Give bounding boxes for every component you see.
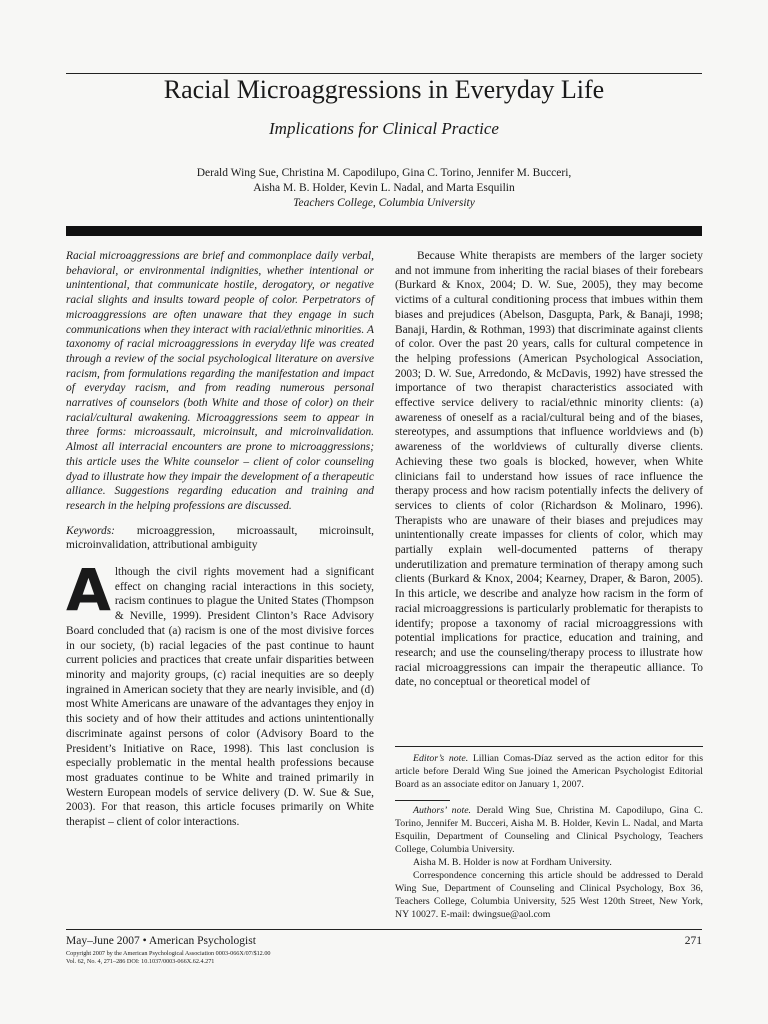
abstract: Racial microaggressions are brief and commonplace daily verbal, behavioral, or environmental indignities, whether intentional or unintentional, that communicate hostile, derogatory, or negative racial slights and insults toward people of color. Perpetrators of microaggressions are often unaware that they engage in such communications when they interact with racial/ethnic minorities. A taxonomy of racial microaggressions in everyday life was created through a review of the social psychological literature on aversive racism, from formulations regarding the manifestation and impact of everyday racism, and from reading numerous personal narratives of counselors (both White and those of color) on their racial/cultural awakening. Microaggressions seem to appear in three forms: microassault, microinsult, and microinvalidation. Almost all interracial encounters are prone to microaggressions; this article uses the White counselor – client of color counseling dyad to illustrate how they impair the development of a therapeutic alliance. Suggestions regarding education and training and research in the helping professions are discussed. <box>66 250 374 512</box>
intro-paragraph <box>66 556 374 830</box>
editor-note-label: Editor’s note. <box>413 753 469 764</box>
holder-note: Aisha M. B. Holder is now at Fordham University. <box>413 857 612 868</box>
notes-divider-2 <box>395 800 450 801</box>
journal-footer: May–June 2007 • American Psychologist <box>66 935 256 947</box>
affiliation: Teachers College, Columbia University <box>293 197 475 209</box>
keywords-label: Keywords: <box>66 524 115 537</box>
body-paragraph: Because White therapists are members of the larger society and not immune from inheriting the racial biases of their forebears (Burkard & Knox, 2004; D. W. Sue, 2005), they may become victims of a cultural conditioning process that imbues within them biases and prejudices (Abelson, Dasgupta, Park, & Banaji, 1998; Banaji, Hardin, & Rothman, 1993) that discriminate against clients of color. Over the past 20 years, calls for cultural competence in the helping professions (American Psychological Association, 2003; D. W. Sue, Arredondo, & McDavis, 1992) have stressed the importance of two therapist characteristics associated with effective service delivery to racial/ethnic minority clients: (a) awareness of oneself as a racial/cultural being and of the biases, stereotypes, and assumptions that influence worldviews and (b) awareness of the worldviews of culturally diverse clients. Achieving these two goals is blocked, however, when White clinicians fail to understand how issues of race influence the therapy process and how racism potentially infects the delivery of services to clients of color (Richardson & Molinaro, 1996). Therapists who are unaware of their biases and prejudices may unintentionally create impasses for clients of color, which may partially explain well-documented patterns of therapy underutilization and premature termination of therapy among such clients (Burkard & Knox, 2004; Kearney, Draper, & Baron, 2005). In this article, we describe and analyze how racism in the form of racial microaggressions is particularly problematic for therapists to identify; propose a taxonomy of racial microaggressions with potential implications for practice, education and training, and research; and use the counseling/therapy process to illustrate how racial microaggressions can impair the therapeutic alliance. To date, no conceptual or theoretical model of <box>395 250 703 689</box>
editor-note <box>395 752 703 791</box>
authors-note-text: Derald Wing Sue, Christina M. Capodilupo, Gina C. Torino, Jennifer M. Bucceri, Aisha M. B. Holder, Kevin L. Nadal, and Marta Esquilin, Department of Counseling and Clinical Psychology, Teachers College, Columbia University. <box>395 805 704 855</box>
intro-text: lthough the civil rights movement had a significant effect on changing racial interactions in this society, racism continues to plague the United States (Thompson & Neville, 1999). President Clinton’s Race Advisory Board concluded that (a) racism is one of the most divisive forces in our society, (b) racial legacies of the past continue to haunt current policies and practices that create unfair disparities between minority and majority groups, (c) racial inequities are so deeply ingrained in American society that they are nearly invisible, and (d) most White Americans are unaware of the advantages they enjoy in this society and of how their attitudes and actions unintentionally discriminate against persons of color (Advisory Board to the President’s Initiative on Race, 1998). This last conclusion is especially problematic in the mental health professions because most graduates continue to be White and trained primarily in Western European models of service delivery (D. W. Sue & Sue, 2003). For that reason, this article focuses primarily on White therapist – client of color interactions. <box>66 566 374 829</box>
article-subtitle: Implications for Clinical Practice <box>269 119 499 138</box>
left-column <box>66 249 374 830</box>
drop-cap: A <box>66 556 111 625</box>
right-column <box>395 249 703 690</box>
authors-note <box>395 804 703 921</box>
authors-note-label: Authors’ note. <box>413 805 471 816</box>
correspondence-note: Correspondence concerning this article should be addressed to Derald Wing Sue, Department of Counseling and Clinical Psychology, Box 36, Teachers College, Columbia University, 525 West 120th Street, New York, NY 10027. E-mail: dwingsue@aol.com <box>395 870 703 920</box>
editor-note-text: Lillian Comas-Díaz served as the action editor for this article before Derald Wing Sue joined the American Psychologist Editorial Board as an associate editor on January 1, 2007. <box>395 753 704 790</box>
author-block <box>66 166 702 211</box>
keywords <box>66 524 374 553</box>
authors-line-1: Derald Wing Sue, Christina M. Capodilupo, Gina C. Torino, Jennifer M. Bucceri, <box>196 167 572 179</box>
copyright-line: Copyright 2007 by the American Psychological Association 0003-066X/07/$12.00 <box>66 950 271 957</box>
article-title: Racial Microaggressions in Everyday Life <box>163 75 605 104</box>
notes-divider-1 <box>395 746 703 747</box>
keywords-list: microaggression, microassault, microinsult, microinvalidation, attributional ambiguity <box>66 524 374 552</box>
volume-doi-line: Vol. 62, No. 4, 271–286 DOI: 10.1037/0003-066X.62.4.271 <box>66 958 215 965</box>
header-divider <box>66 226 702 236</box>
page-number: 271 <box>684 935 702 947</box>
footer-rule <box>66 929 702 930</box>
authors-line-2: Aisha M. B. Holder, Kevin L. Nadal, and Marta Esquilin <box>253 182 515 194</box>
